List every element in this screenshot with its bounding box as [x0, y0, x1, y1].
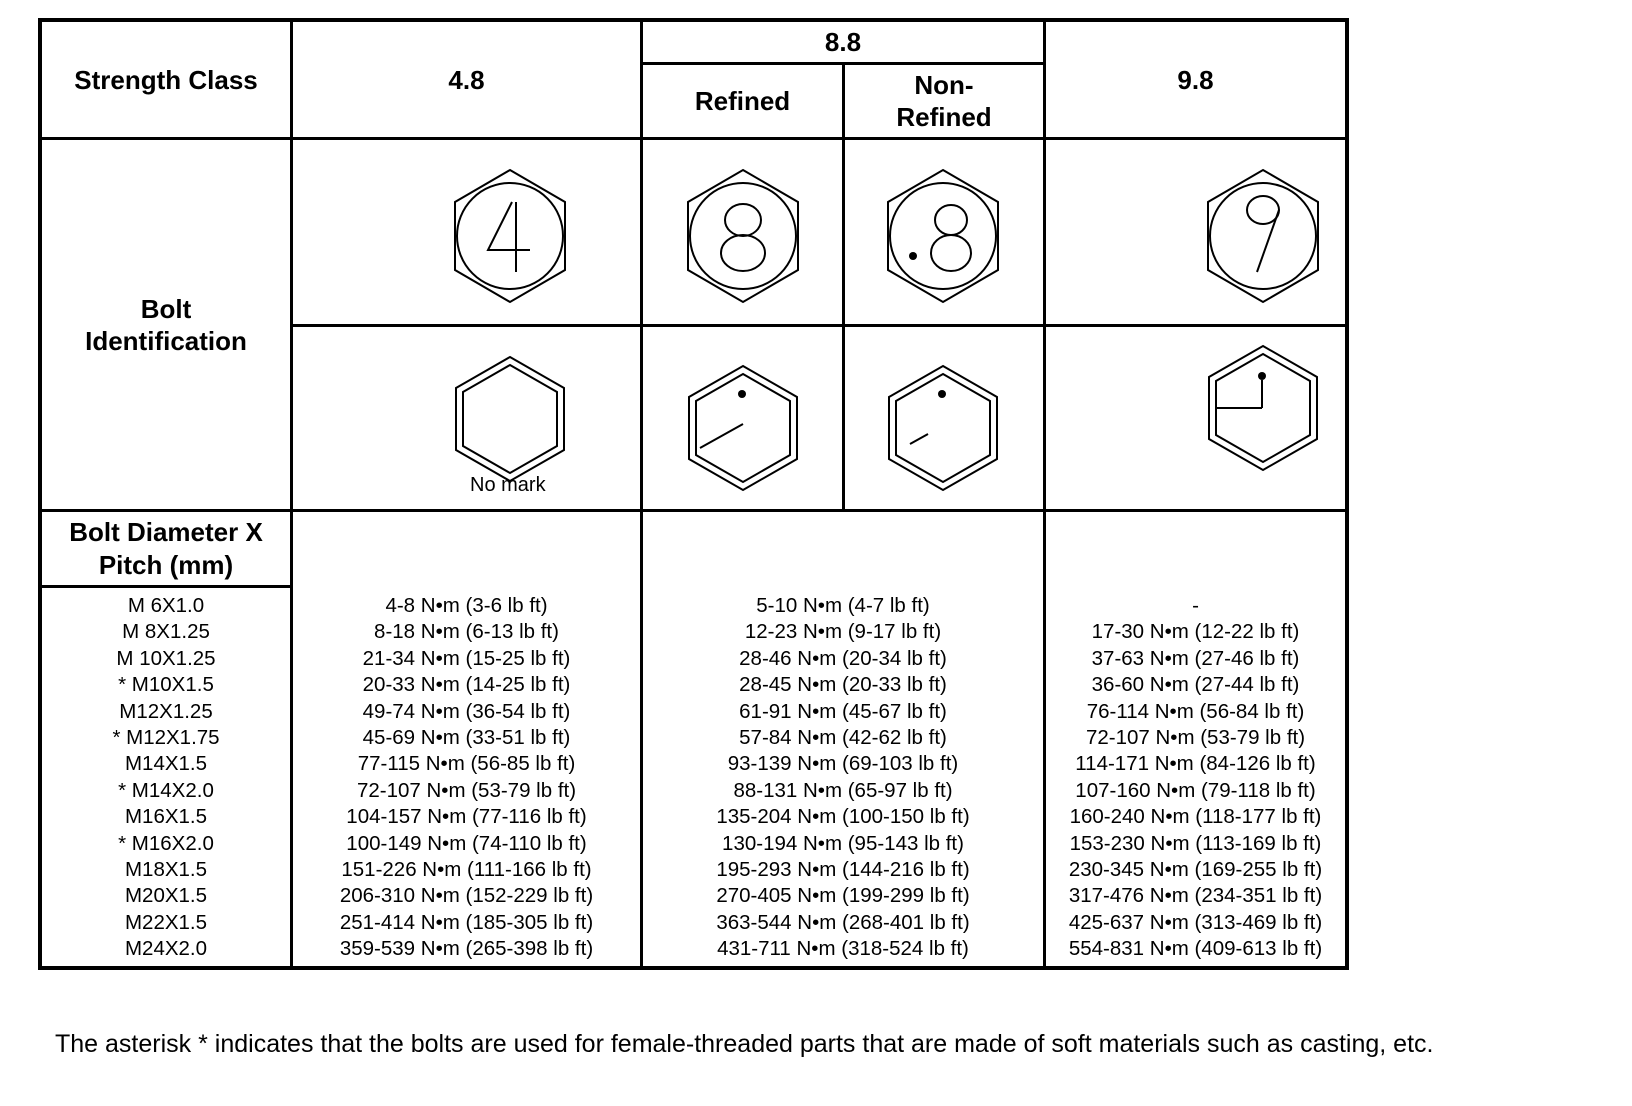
torque-cell: 104-157 N•m (77-116 lb ft) [346, 805, 587, 829]
torque-cell: 130-194 N•m (95-143 lb ft) [722, 831, 964, 855]
torque-cell: 37-63 N•m (27-46 lb ft) [1091, 646, 1300, 670]
torque-cell: 100-149 N•m (74-110 lb ft) [346, 831, 587, 855]
torque-cell: 12-23 N•m (9-17 lb ft) [744, 620, 942, 644]
torque-cell: 431-711 N•m (318-524 lb ft) [717, 937, 969, 961]
refined-header: Refined [694, 86, 791, 116]
torque-cell: 5-10 N•m (4-7 lb ft) [756, 594, 930, 617]
bolt-size-cell: M24X2.0 [124, 937, 208, 961]
torque-cell: 4-8 N•m (3-6 lb ft) [385, 594, 548, 617]
torque-cell: 270-405 N•m (199-299 lb ft) [716, 884, 970, 908]
torque-cell: 93-139 N•m (69-103 lb ft) [727, 752, 959, 776]
diameter-pitch-header: Bolt Diameter X Pitch (mm) [69, 516, 263, 580]
torque-cell: 72-107 N•m (53-79 lb ft) [356, 778, 577, 802]
torque-cell: 206-310 N•m (152-229 lb ft) [339, 884, 594, 908]
bolt-size-cell: M14X1.5 [124, 752, 208, 776]
torque-cell: 77-115 N•m (56-85 lb ft) [357, 752, 576, 776]
torque-cell: 49-74 N•m (36-54 lb ft) [362, 699, 571, 723]
torque-4-8-column [293, 593, 640, 962]
torque-cell: 114-171 N•m (84-126 lb ft) [1075, 752, 1316, 776]
torque-8-8-column [643, 593, 1043, 962]
class-9-8-header: 9.8 [1177, 64, 1214, 95]
bolt-size-cell: * M10X1.5 [118, 673, 214, 697]
torque-cell: 317-476 N•m (234-351 lb ft) [1068, 884, 1323, 908]
footnote: The asterisk * indicates that the bolts are used for female-threaded parts that are made of soft materials such as casting, etc. [55, 1030, 1434, 1058]
torque-cell: 160-240 N•m (118-177 lb ft) [1069, 805, 1322, 829]
hex-nut-dot-horizontal-line-icon [1206, 344, 1320, 472]
hex-nut-dot-short-line-icon [886, 364, 1000, 492]
bolt-head-dot-8-icon [883, 168, 1003, 304]
torque-cell: 425-637 N•m (313-469 lb ft) [1068, 910, 1323, 934]
torque-cell: 8-18 N•m (6-13 lb ft) [374, 620, 559, 644]
class-8-8-header: 8.8 [824, 27, 862, 57]
torque-cell: - [1192, 594, 1199, 617]
torque-cell: 76-114 N•m (56-84 lb ft) [1086, 699, 1305, 723]
bolt-identification-header: Bolt Identification [85, 293, 247, 356]
torque-cell: 153-230 N•m (113-169 lb ft) [1069, 831, 1322, 855]
bolt-head-8-icon [683, 168, 803, 304]
torque-cell: 363-544 N•m (268-401 lb ft) [716, 910, 970, 934]
torque-cell: 251-414 N•m (185-305 lb ft) [339, 910, 594, 934]
bolt-size-cell: M20X1.5 [124, 884, 208, 908]
class-4-8-header: 4.8 [448, 64, 485, 95]
torque-cell: 17-30 N•m (12-22 lb ft) [1091, 620, 1300, 644]
torque-cell: 135-204 N•m (100-150 lb ft) [716, 805, 970, 829]
torque-cell: 107-160 N•m (79-118 lb ft) [1075, 778, 1316, 802]
torque-cell: 61-91 N•m (45-67 lb ft) [739, 699, 947, 723]
torque-cell: 230-345 N•m (169-255 lb ft) [1068, 857, 1323, 881]
torque-cell: 28-46 N•m (20-34 lb ft) [739, 646, 947, 670]
bolt-size-cell: M 6X1.0 [127, 594, 205, 617]
torque-cell: 151-226 N•m (111-166 lb ft) [341, 857, 592, 881]
torque-cell: 21-34 N•m (15-25 lb ft) [362, 646, 571, 670]
bolt-size-cell: * M12X1.75 [112, 725, 220, 749]
strength-class-header: Strength Class [74, 64, 258, 95]
torque-cell: 57-84 N•m (42-62 lb ft) [739, 725, 947, 749]
torque-cell: 88-131 N•m (65-97 lb ft) [733, 778, 953, 802]
bolt-size-cell: M22X1.5 [124, 910, 208, 934]
torque-cell: 195-293 N•m (144-216 lb ft) [716, 857, 970, 881]
bolt-size-cell: M12X1.25 [119, 699, 213, 723]
bolt-size-cell: * M16X2.0 [118, 831, 214, 855]
torque-cell: 36-60 N•m (27-44 lb ft) [1091, 673, 1300, 697]
bolt-size-cell: * M14X2.0 [118, 778, 214, 802]
torque-cell: 20-33 N•m (14-25 lb ft) [362, 673, 571, 697]
bolt-head-9-icon [1203, 168, 1323, 304]
non-refined-header: Non- Refined [896, 70, 992, 132]
torque-cell: 72-107 N•m (53-79 lb ft) [1085, 725, 1306, 749]
torque-9-8-column [1046, 593, 1345, 962]
bolt-size-column [42, 593, 290, 962]
no-mark-label: No mark [470, 474, 546, 496]
bolt-size-cell: M 10X1.25 [116, 646, 216, 670]
torque-cell: 554-831 N•m (409-613 lb ft) [1068, 937, 1323, 961]
torque-cell: 359-539 N•m (265-398 lb ft) [339, 937, 594, 961]
bolt-size-cell: M16X1.5 [124, 805, 208, 829]
bolt-size-cell: M18X1.5 [124, 857, 208, 881]
hex-nut-dot-long-line-icon [686, 364, 800, 492]
torque-cell: 28-45 N•m (20-33 lb ft) [739, 673, 947, 697]
bolt-head-4-icon [450, 168, 570, 304]
hex-nut-plain-icon [453, 355, 567, 483]
bolt-size-cell: M 8X1.25 [122, 620, 210, 644]
torque-cell: 45-69 N•m (33-51 lb ft) [362, 725, 571, 749]
